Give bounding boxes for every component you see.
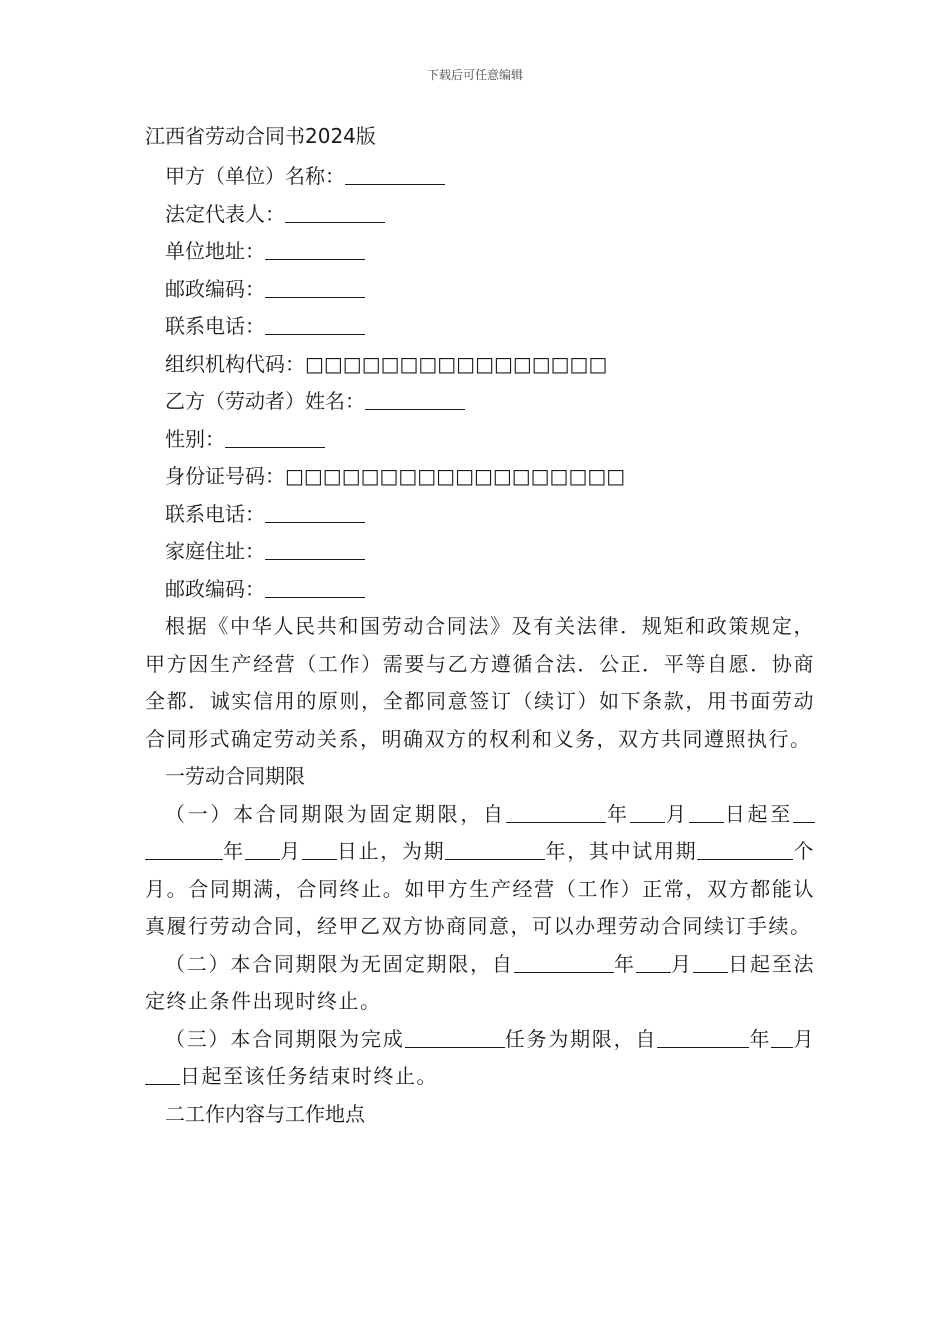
clause-text: 年，其中试用期 (545, 839, 698, 863)
field-label: 家庭住址： (165, 539, 265, 563)
employee-phone-field (145, 496, 815, 534)
clause-text: （三）本合同期限为完成 (165, 1026, 405, 1051)
document-title: 江西省劳动合同书2024版 (145, 124, 376, 148)
blank-line[interactable] (285, 202, 385, 223)
clause-text: 日止，为期 (336, 839, 446, 863)
home-address-field (145, 533, 815, 571)
field-label: 身份证号码： (165, 464, 285, 488)
blank-line[interactable] (302, 839, 337, 860)
field-label: 组织机构代码： (165, 351, 305, 376)
blank-line[interactable] (793, 802, 815, 823)
contract-document (145, 120, 815, 1133)
id-number-field (145, 458, 815, 496)
clause-text: 年 (605, 801, 630, 826)
legal-rep-field (145, 196, 815, 234)
preamble-paragraph: 根据《中华人民共和国劳动合同法》及有关法律．规矩和政策规定，甲方因生产经营（工作）需要与乙方遵循合法．公正．平等自愿．协商全都．诚实信用的原则，全都同意签订（续订）如下条款，用书面劳动合同形式确定劳动关系，明确双方的权利和义务，双方共同遵照执行。 (145, 614, 815, 751)
clause-text: 年 (749, 1026, 772, 1051)
blank-line[interactable] (345, 164, 445, 185)
field-label: 乙方（劳动者）姓名： (165, 389, 365, 413)
blank-line[interactable] (265, 314, 365, 335)
field-label: 联系电话： (165, 501, 265, 526)
employee-postal-field (145, 571, 815, 609)
blank-line[interactable] (514, 952, 614, 973)
blank-line[interactable] (693, 952, 728, 973)
blank-line[interactable] (689, 802, 724, 823)
blank-line[interactable] (245, 839, 280, 860)
blank-line[interactable] (145, 1064, 180, 1085)
clause-text: 年 (223, 839, 245, 863)
party-a-name-field (145, 158, 815, 196)
field-label: 邮政编码： (165, 576, 265, 601)
blank-line[interactable] (771, 1027, 793, 1048)
page-header: 下载后可任意编辑 (426, 68, 523, 82)
clause-text: 月 (793, 1026, 816, 1051)
clause-text: （二）本合同期限为无固定期限，自 (165, 951, 514, 976)
gender-field (145, 421, 815, 459)
section-heading: 一劳动合同期限 (165, 764, 305, 788)
clause-text: 年 (613, 951, 636, 976)
field-label: 甲方（单位）名称： (165, 164, 345, 188)
clause-text: 日起至该任务结束时终止。 (180, 1064, 438, 1088)
clause-text: 个月。合同期满，合同终止。如甲方生产经营（工作）正常，双方都能认真履行劳动合同，经甲乙双方协商同意，可以办理劳动合同续订手续。 (145, 839, 816, 938)
clause-text: 日起至 (723, 801, 794, 826)
field-label: 法定代表人： (165, 201, 285, 226)
blank-line[interactable] (365, 389, 465, 410)
clause-text: 日起至法定终止条件出现时终止。 (145, 951, 816, 1013)
clause-text: 月 (279, 839, 302, 863)
field-label: 邮政编码： (165, 276, 265, 301)
clause-task-term (145, 1021, 815, 1096)
blank-line[interactable] (405, 1027, 505, 1048)
blank-line[interactable] (265, 239, 365, 260)
blank-line[interactable] (225, 427, 325, 448)
company-postal-field (145, 271, 815, 309)
field-label: 性别： (165, 426, 225, 451)
company-phone-field (145, 308, 815, 346)
clause-text: 月 (670, 951, 693, 976)
blank-line[interactable] (265, 577, 365, 598)
org-code-field (145, 346, 815, 384)
section-heading: 二工作内容与工作地点 (165, 1101, 365, 1126)
code-boxes[interactable]: □□□□□□□□□□□□□□□□ (305, 351, 608, 376)
clause-open-term (145, 946, 815, 1021)
party-b-name-field (145, 383, 815, 421)
field-label: 联系电话： (165, 314, 265, 338)
blank-line[interactable] (265, 539, 365, 560)
clause-text: （一）本合同期限为固定期限，自 (165, 801, 506, 826)
blank-line[interactable] (657, 1027, 749, 1048)
field-label: 单位地址： (165, 239, 265, 263)
blank-line[interactable] (506, 802, 606, 823)
clause-fixed-term (145, 796, 815, 946)
clause-text: 月 (664, 801, 689, 826)
clause-text: 任务为期限，自 (504, 1026, 658, 1051)
blank-line[interactable] (630, 802, 665, 823)
blank-line[interactable] (636, 952, 671, 973)
blank-line[interactable] (697, 839, 793, 860)
blank-line[interactable] (445, 839, 545, 860)
blank-line[interactable] (265, 277, 365, 298)
code-boxes[interactable]: □□□□□□□□□□□□□□□□□□ (285, 464, 626, 488)
blank-line[interactable] (145, 839, 223, 860)
blank-line[interactable] (265, 502, 365, 523)
company-address-field (145, 233, 815, 271)
